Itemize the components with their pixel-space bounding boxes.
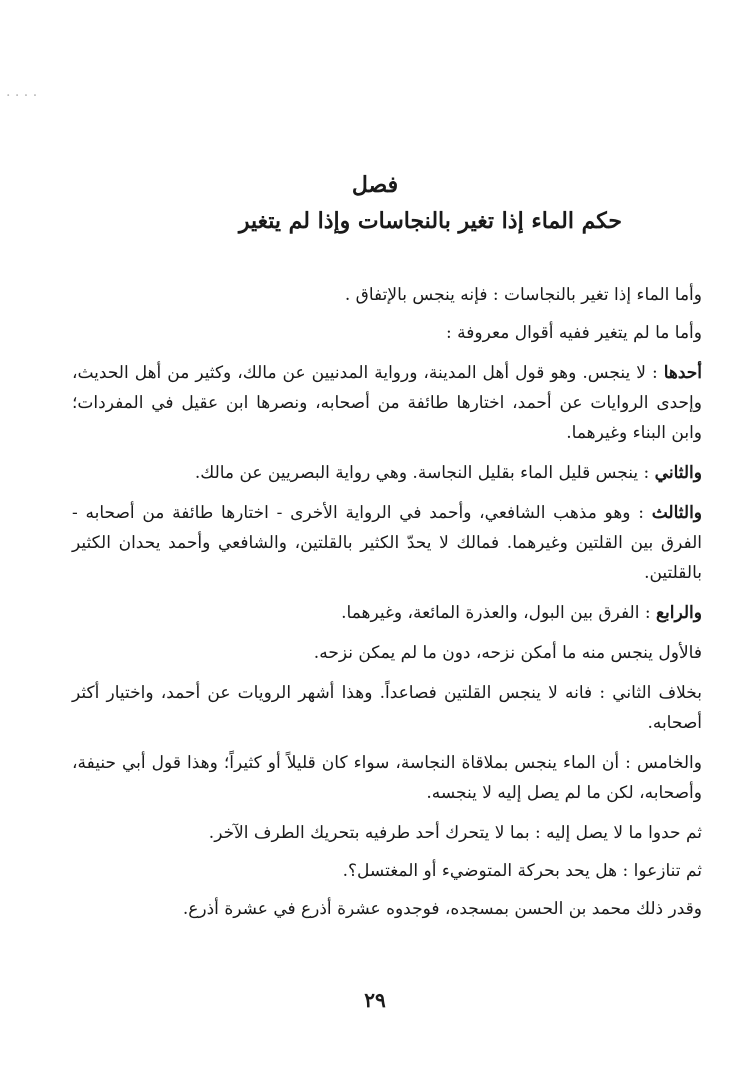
paragraph-text: ثم حدوا ما لا يصل إليه : بما لا يتحرك أحد طرفيه بتحريك الطرف الآخر. <box>208 823 702 843</box>
paragraph-text: فالأول ينجس منه ما أمكن نزحه، دون ما لم يمكن نزحه. <box>313 643 702 663</box>
paragraph-lead: أحدها <box>663 363 702 383</box>
paragraph <box>72 678 702 738</box>
paragraph-text: وأما ما لم يتغير ففيه أقوال معروفة : <box>446 323 702 343</box>
paragraph <box>72 818 702 848</box>
paragraph <box>72 748 702 808</box>
paragraph <box>72 358 702 448</box>
chapter-title: حكم الماء إذا تغير بالنجاسات وإذا لم يتغير <box>238 208 622 234</box>
paragraph <box>72 856 702 886</box>
paragraph <box>72 894 702 924</box>
page-number: ٢٩ <box>364 988 386 1012</box>
paragraph-text: وأما الماء إذا تغير بالنجاسات : فإنه ينجس بالإتفاق . <box>344 285 702 305</box>
paragraph-text: : لا ينجس. وهو قول أهل المدينة، ورواية المدنيين عن مالك، وكثير من أهل الحديث، وإحدى الروايات عن أحمد، اختارها طائفة من أصحابه، ونصرها ابن عقيل في المفردات؛ وابن البناء وغيرهما. <box>72 363 702 443</box>
paragraph <box>72 458 702 488</box>
paragraph-text: ثم تنازعوا : هل يحد بحركة المتوضيء أو المغتسل؟. <box>342 861 702 881</box>
paragraph <box>72 638 702 668</box>
section-heading: فصل <box>351 172 399 198</box>
paragraph <box>72 598 702 628</box>
paragraph-text: والخامس : أن الماء ينجس بملاقاة النجاسة، سواء كان قليلاً أو كثيراً؛ وهذا قول أبي حنيفة، وأصحابه، لكن ما لم يصل إليه لا ينجسه. <box>72 753 702 803</box>
paragraph <box>72 280 702 310</box>
paragraph-lead: والثالث <box>651 503 702 523</box>
paragraph <box>72 318 702 348</box>
paragraph-text: : ينجس قليل الماء بقليل النجاسة. وهي رواية البصريين عن مالك. <box>194 463 655 483</box>
paragraph-lead: والثاني <box>654 463 702 483</box>
paragraph-text: بخلاف الثاني : فانه لا ينجس القلتين فصاعداً. وهذا أشهر الرويات عن أحمد، واختيار أكثر أصحابه. <box>72 683 702 733</box>
paragraph-lead: والرابع <box>656 603 702 623</box>
paragraph-text: : وهو مذهب الشافعي، وأحمد في الرواية الأخرى - اختارها طائفة من أصحابه - الفرق بين القلتين وغيرهما. فمالك لا يحدّ الكثير بالقلتين، والشافعي وأحمد يحدان الكثير بالقلتين. <box>72 503 702 583</box>
body-text <box>72 280 702 932</box>
scan-speck: . . . . <box>6 84 38 100</box>
paragraph <box>72 498 702 588</box>
paragraph-text: : الفرق بين البول، والعذرة المائعة، وغيرهما. <box>341 603 656 623</box>
paragraph-text: وقدر ذلك محمد بن الحسن بمسجده، فوجدوه عشرة أذرع في عشرة أذرع. <box>182 899 702 919</box>
